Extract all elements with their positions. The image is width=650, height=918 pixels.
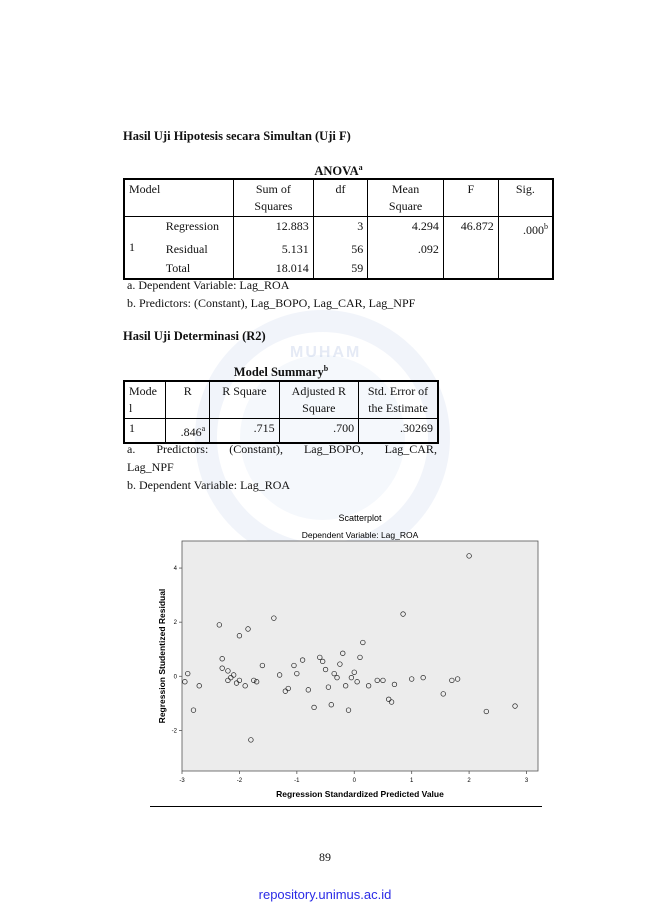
anova-cell-df: 59 (313, 259, 368, 279)
ms-cell-rsq: .715 (210, 419, 279, 444)
ms-cell-model: 1 (124, 419, 166, 444)
model-summary-title (123, 364, 439, 380)
ms-header-adj: Adjusted R Square (279, 381, 358, 419)
x-axis-label: Regression Standardized Predicted Value (276, 789, 444, 799)
x-tick-label: 0 (352, 778, 356, 784)
ms-header-model: Mode l (124, 381, 166, 419)
anova-note-a: a. Dependent Variable: Lag_ROA (127, 278, 290, 292)
anova-cell-df: 3 (313, 217, 368, 241)
anova-cell-f (443, 259, 498, 279)
y-tick-label: 4 (173, 566, 177, 573)
anova-note-b: b. Predictors: (Constant), Lag_BOPO, Lag_CAR, Lag_NPF (127, 296, 416, 310)
model-summary-title-sup: b (323, 364, 329, 373)
ms-note-a-line1: a. Predictors: (Constant), Lag_BOPO, Lag_CAR, (127, 442, 437, 456)
page-number: 89 (319, 850, 331, 864)
anova-row-label: Regression (162, 217, 234, 241)
anova-row-label: Residual (162, 240, 234, 259)
ms-cell-r: .846$^a$ (166, 419, 210, 444)
ms-header-rsq: R Square (210, 381, 279, 419)
anova-row-residual (124, 240, 553, 259)
model-summary-table (123, 380, 439, 444)
anova-cell-ss: 12.883 (234, 217, 314, 241)
anova-cell-sig (498, 259, 553, 279)
anova-cell-ss: 5.131 (234, 240, 314, 259)
anova-header-model: Model (124, 179, 234, 217)
chart-subtitle: Dependent Variable: Lag_ROA (301, 530, 419, 540)
y-tick-label: 2 (173, 620, 177, 627)
anova-title-sup: a (358, 163, 363, 172)
x-tick-label: -3 (179, 778, 185, 784)
model-summary-row (124, 419, 438, 444)
ms-header-r: R (166, 381, 210, 419)
anova-header-f: F (443, 179, 498, 217)
watermark-text-top: MUHAM (290, 344, 362, 361)
anova-header-ss: Sum of Squares (234, 179, 314, 217)
ms-note-a-line2: Lag_NPF (127, 460, 174, 474)
anova-header-ms: Mean Square (368, 179, 444, 217)
x-tick-label: 2 (467, 778, 471, 784)
ms-note-b: b. Dependent Variable: Lag_ROA (127, 478, 291, 492)
ms-cell-se: .30269 (400, 421, 433, 435)
anova-cell-ms: 4.294 (368, 217, 444, 241)
x-tick-label: -2 (236, 778, 243, 784)
ms-cell-adj: .700 (279, 419, 358, 444)
scatterplot (150, 505, 550, 805)
footer-rule (150, 806, 542, 807)
plot-area (182, 541, 538, 771)
anova-row-label: Total (162, 259, 234, 279)
anova-title-text: ANOVA (314, 164, 359, 179)
anova-header-df: df (313, 179, 368, 217)
anova-cell-ss: 18.014 (234, 259, 314, 279)
x-tick-label: 3 (524, 778, 529, 784)
anova-title (123, 163, 554, 179)
y-axis-label: Regression Studentized Residual (157, 588, 167, 724)
anova-row-regression (124, 217, 553, 241)
section-heading-r2: Hasil Uji Determinasi (R2) (123, 329, 266, 343)
model-summary-header-row (124, 381, 438, 419)
anova-cell-df: 56 (313, 240, 368, 259)
y-tick-label: -2 (171, 728, 177, 735)
ms-header-se: Std. Error of the Estimate (359, 381, 438, 419)
anova-cell-f: 46.872 (443, 217, 498, 241)
anova-cell-sig (498, 240, 553, 259)
anova-table (123, 178, 554, 280)
chart-title: Scatterplot (338, 513, 382, 523)
anova-cell-sig: .000$^b$ (523, 222, 548, 237)
anova-header-sig: Sig. (498, 179, 553, 217)
repository-link[interactable]: repository.unimus.ac.id (258, 887, 392, 902)
anova-header-row (124, 179, 553, 217)
x-tick-label: -1 (294, 778, 300, 784)
anova-cell-f (443, 240, 498, 259)
anova-row-total (124, 259, 553, 279)
anova-cell-ms (368, 259, 444, 279)
anova-model-number: 1 (129, 240, 135, 254)
model-summary-title-text: Model Summary (233, 365, 324, 380)
anova-cell-ms: .092 (368, 240, 444, 259)
section-heading-uji-f: Hasil Uji Hipotesis secara Simultan (Uji F) (123, 129, 351, 143)
y-tick-label: 0 (173, 674, 177, 681)
x-tick-label: 1 (410, 778, 414, 784)
